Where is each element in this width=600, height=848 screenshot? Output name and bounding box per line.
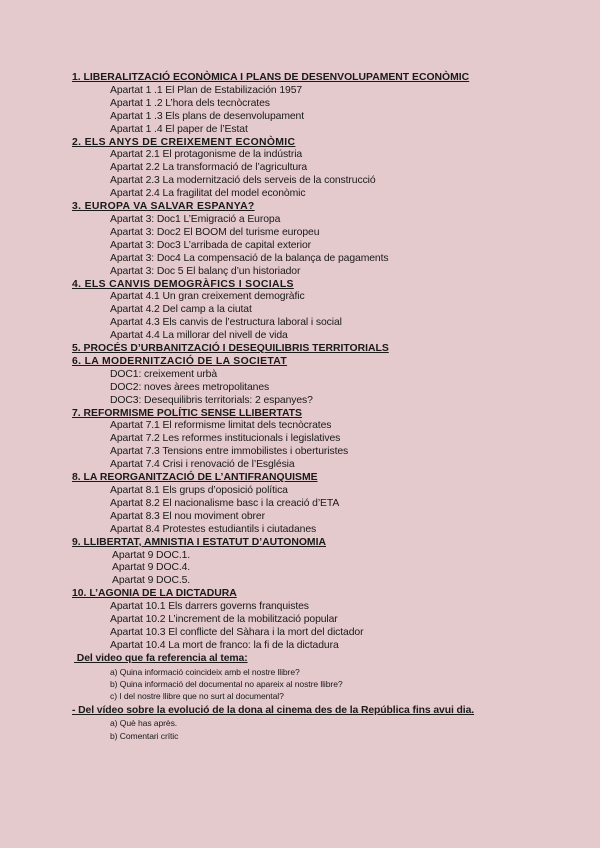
list-item: DOC3: Desequilibris territorials: 2 espanyes? [110, 394, 313, 406]
list-item: Apartat 1 .3 Els plans de desenvolupament [110, 110, 305, 122]
list-item: Apartat 3: Doc 5 El balanç d’un historiador [110, 265, 301, 277]
list-item: Apartat 9 DOC.5. [112, 575, 191, 587]
section-heading-1: 1. LIBERALITZACIÓ ECONÒMICA I PLANS DE DESENVOLUPAMENT ECONÒMIC [72, 72, 470, 83]
list-item: Apartat 4.3 Els canvis de l’estructura laboral i social [110, 317, 342, 329]
list-item: DOC2: noves àrees metropolitanes [110, 381, 270, 393]
question-item: c) I del nostre llibre que no surt al documental? [110, 691, 284, 702]
list-item: Apartat 2.3 La modernització dels serveis de la construcció [110, 175, 376, 187]
list-item: Apartat 3: Doc2 El BOOM del turisme europeu [110, 226, 320, 238]
list-item: Apartat 10.4 La mort de franco: la fi de la dictadura [110, 639, 339, 651]
list-item: Apartat 10.1 Els darrers governs franquistes [110, 601, 309, 613]
list-item: Apartat 2.2 La transformació de l’agricultura [110, 162, 308, 174]
list-item: Apartat 4.4 La millorar del nivell de vida [110, 330, 288, 342]
list-item: Apartat 8.3 El nou moviment obrer [110, 510, 265, 522]
list-item: Apartat 9 DOC.1. [112, 549, 191, 561]
list-item: Apartat 7.1 El reformisme limitat dels tecnòcrates [110, 420, 332, 432]
question-item: b) Quina informació del documental no apareix al nostre llibre? [110, 678, 343, 689]
list-item: Apartat 4.2 Del camp a la ciutat [110, 304, 252, 316]
question-item: b) Comentari crític [110, 730, 179, 741]
question-item: a) Què has après. [110, 718, 178, 729]
section-heading-4: 4. ELS CANVIS DEMOGRÀFICS I SOCIALS [72, 278, 294, 290]
section-heading-2: 2. ELS ANYS DE CREIXEMENT ECONÒMIC [72, 136, 296, 148]
section-heading-10: 10. L’AGONIA DE LA DICTADURA [72, 588, 237, 600]
list-item: Apartat 9 DOC.4. [112, 562, 191, 574]
list-item: Apartat 2.1 El protagonisme de la indústria [110, 149, 303, 161]
section-heading-6: 6. LA MODERNITZACIÓ DE LA SOCIETAT [72, 355, 288, 367]
section-heading-8: 8. LA REORGANITZACIÓ DE L’ANTIFRANQUISME [72, 472, 318, 484]
list-item: Apartat 10.2 L’increment de la mobilització popular [110, 614, 338, 626]
video-heading: - Del vídeo sobre la evolució de la dona al cinema des de la República fins avui dia. [72, 704, 475, 716]
list-item: Apartat 7.2 Les reformes institucionals i legislatives [110, 433, 341, 445]
list-item: Apartat 7.4 Crisi i renovació de l’Església [110, 459, 295, 471]
video-heading: Del video que fa referencia al tema: [74, 652, 248, 664]
list-item: Apartat 3: Doc4 La compensació de la balança de pagaments [110, 252, 389, 264]
section-heading-3: 3. EUROPA VA SALVAR ESPANYA? [72, 201, 255, 213]
list-item: Apartat 8.4 Protestes estudiantils i ciutadanes [110, 523, 317, 535]
list-item: DOC1: creixement urbà [110, 368, 218, 380]
list-item: Apartat 3: Doc3 L’arribada de capital exterior [110, 239, 312, 251]
list-item: Apartat 2.4 La fragilitat del model econòmic [110, 188, 306, 200]
list-item: Apartat 1 .4 El paper de l’Estat [110, 123, 248, 135]
list-item: Apartat 1 .1 El Plan de Estabilización 1957 [110, 84, 303, 96]
question-item: a) Quina informació coincideix amb el nostre llibre? [110, 666, 300, 677]
list-item: Apartat 10.3 El conflicte del Sàhara i la mort del dictador [110, 626, 364, 638]
document-page [0, 72, 600, 742]
section-heading-9: 9. LLIBERTAT, AMNISTIA I ESTATUT D’AUTONOMIA [72, 536, 326, 548]
list-item: Apartat 8.1 Els grups d’oposició política [110, 485, 288, 496]
list-item: Apartat 1 .2 L’hora dels tecnòcrates [110, 97, 270, 109]
section-heading-5: 5. PROCÉS D’URBANITZACIÓ I DESEQUILIBRIS TERRITORIALS [72, 343, 389, 355]
section-heading-7: 7. REFORMISME POLÍTIC SENSE LLIBERTATS [72, 407, 302, 419]
list-item: Apartat 8.2 El nacionalisme basc i la creació d’ETA [110, 497, 340, 509]
list-item: Apartat 3: Doc1 L’Emigració a Europa [110, 213, 281, 225]
list-item: Apartat 4.1 Un gran creixement demogràfic [110, 291, 305, 303]
list-item: Apartat 7.3 Tensions entre immobilistes i oberturistes [110, 446, 349, 458]
